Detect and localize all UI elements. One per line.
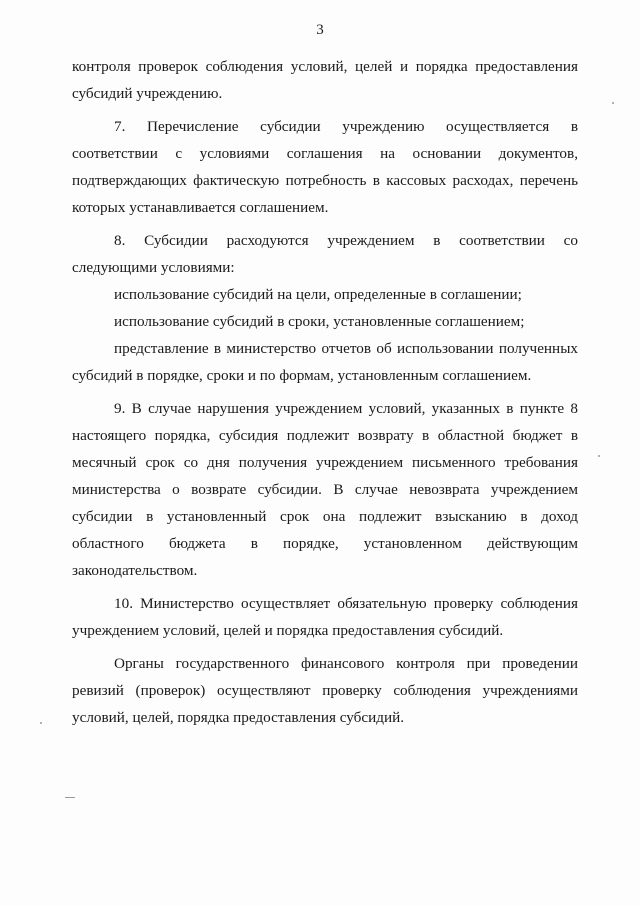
text-line: ревизий (проверок) осуществляют проверку соблюдения учреждениями bbox=[72, 682, 578, 699]
scan-speck bbox=[65, 797, 75, 798]
text-line: следующими условиями: bbox=[72, 259, 235, 276]
text-line: представление в министерство отчетов об использовании полученных bbox=[114, 340, 578, 357]
text-line: областного бюджета в порядке, установленном действующим bbox=[72, 535, 578, 552]
scan-speck bbox=[612, 102, 614, 104]
text-line: использование субсидий в сроки, установленные соглашением; bbox=[114, 313, 525, 330]
text-line: законодательством. bbox=[72, 562, 198, 579]
text-line: подтверждающих фактическую потребность в кассовых расходах, перечень bbox=[72, 172, 578, 189]
text-line: условий, целей, порядка предоставления субсидий. bbox=[72, 709, 405, 726]
text-line: месячный срок со дня получения учреждением письменного требования bbox=[72, 454, 578, 471]
text-line: субсидий учреждению. bbox=[72, 85, 223, 102]
scan-speck bbox=[598, 455, 600, 457]
text-line: субсидий в порядке, сроки и по формам, установленным соглашением. bbox=[72, 367, 532, 384]
text-line: 8. Субсидии расходуются учреждением в соответствии со bbox=[114, 232, 578, 249]
text-line: настоящего порядка, субсидия подлежит возврату в областной бюджет в bbox=[72, 427, 578, 444]
text-line: 9. В случае нарушения учреждением условий, указанных в пункте 8 bbox=[114, 400, 578, 417]
text-line: использование субсидий на цели, определенные в соглашении; bbox=[114, 286, 522, 303]
text-line: 10. Министерство осуществляет обязательную проверку соблюдения bbox=[114, 595, 578, 612]
scan-speck bbox=[40, 722, 42, 724]
text-line: министерства о возврате субсидии. В случае невозврата учреждением bbox=[72, 481, 578, 498]
text-line: учреждением условий, целей и порядка предоставления субсидий. bbox=[72, 622, 504, 639]
text-line: которых устанавливается соглашением. bbox=[72, 199, 329, 216]
text-line: контроля проверок соблюдения условий, целей и порядка предоставления bbox=[72, 58, 578, 75]
text-line: 7. Перечисление субсидии учреждению осуществляется в bbox=[114, 118, 578, 135]
page-number: 3 bbox=[316, 22, 324, 38]
text-line: субсидии в установленный срок она подлежит взысканию в доход bbox=[72, 508, 578, 525]
text-line: Органы государственного финансового контроля при проведении bbox=[114, 655, 578, 672]
text-line: соответствии с условиями соглашения на основании документов, bbox=[72, 145, 578, 162]
document-body bbox=[72, 53, 578, 731]
